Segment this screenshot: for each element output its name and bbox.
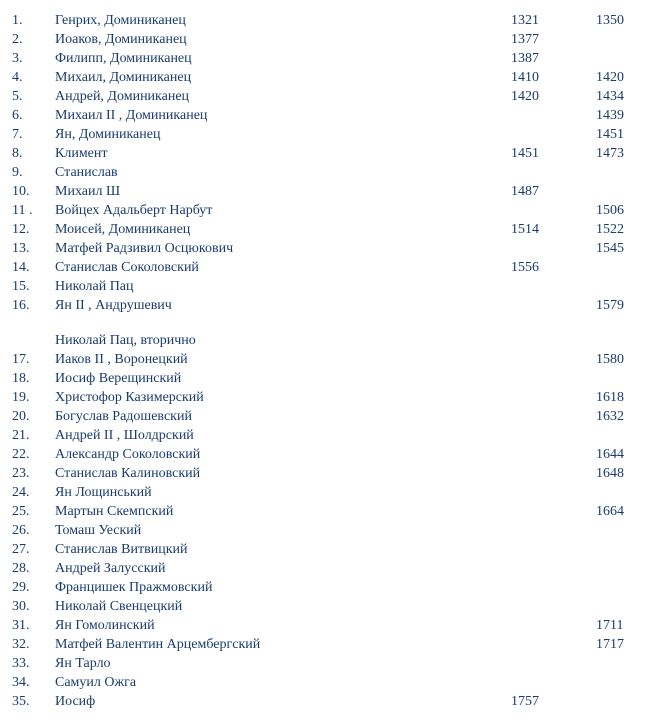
item-name: Иосиф xyxy=(55,694,96,709)
item-name: Матфей Валентин Арцембергский xyxy=(55,637,261,652)
item-year-end: 1580 xyxy=(596,352,624,367)
list-item xyxy=(0,502,658,521)
item-number: 3. xyxy=(12,51,23,66)
item-number: 1. xyxy=(12,13,23,28)
item-year-end: 1664 xyxy=(596,504,624,519)
item-number: 20. xyxy=(12,409,30,424)
item-name: Томаш Уеский xyxy=(55,523,142,538)
item-name: Андрей II , Шолдрский xyxy=(55,428,194,443)
list-item xyxy=(0,163,658,182)
list-item xyxy=(0,521,658,540)
item-year-end: 1434 xyxy=(596,89,624,104)
list-item xyxy=(0,350,658,369)
list-item xyxy=(0,125,658,144)
item-number: 5. xyxy=(12,89,23,104)
item-year-end: 1717 xyxy=(596,637,624,652)
item-number: 11 . xyxy=(12,203,33,218)
item-number: 31. xyxy=(12,618,30,633)
list-item xyxy=(0,673,658,692)
item-number: 10. xyxy=(12,184,30,199)
list-item xyxy=(0,220,658,239)
item-number: 27. xyxy=(12,542,30,557)
list-item xyxy=(0,597,658,616)
item-year-start: 1451 xyxy=(511,146,539,161)
list-item xyxy=(0,30,658,49)
item-name: Станислав xyxy=(55,165,118,180)
item-name: Ян Гомолинский xyxy=(55,618,155,633)
list-item xyxy=(0,331,658,350)
item-name: Мартын Скемпский xyxy=(55,504,174,519)
list-item xyxy=(0,692,658,711)
item-name: Андрей, Доминиканец xyxy=(55,89,190,104)
item-year-start: 1387 xyxy=(511,51,539,66)
list-item xyxy=(0,407,658,426)
item-number: 25. xyxy=(12,504,30,519)
item-number: 6. xyxy=(12,108,23,123)
item-name: Станислав Калиновский xyxy=(55,466,201,481)
list-item xyxy=(0,654,658,673)
item-number: 12. xyxy=(12,222,30,237)
list-item xyxy=(0,369,658,388)
list-item xyxy=(0,426,658,445)
item-name: Иаков II , Воронецкий xyxy=(55,352,188,367)
list-item xyxy=(0,483,658,502)
item-name: Филипп, Доминиканец xyxy=(55,51,192,66)
item-number: 33. xyxy=(12,656,30,671)
list-item xyxy=(0,296,658,315)
item-name: Николай Пац, вторично xyxy=(55,333,196,348)
list-item xyxy=(0,277,658,296)
item-year-start: 1556 xyxy=(511,260,539,275)
item-year-end: 1451 xyxy=(596,127,624,142)
item-year-end: 1632 xyxy=(596,409,624,424)
item-number: 9. xyxy=(12,165,23,180)
list-item xyxy=(0,635,658,654)
item-name: Станислав Витвицкий xyxy=(55,542,188,557)
item-year-start: 1757 xyxy=(511,694,539,709)
item-year-end: 1545 xyxy=(596,241,624,256)
item-year-end: 1473 xyxy=(596,146,624,161)
item-number: 15. xyxy=(12,279,30,294)
item-number: 30. xyxy=(12,599,30,614)
item-name: Христофор Казимерский xyxy=(55,390,204,405)
list-item xyxy=(0,445,658,464)
item-number: 8. xyxy=(12,146,23,161)
item-name: Богуслав Радошевский xyxy=(55,409,192,424)
item-year-start: 1410 xyxy=(511,70,539,85)
item-name: Самуил Ожга xyxy=(55,675,137,690)
item-name: Андрей Залусский xyxy=(55,561,166,576)
item-number: 22. xyxy=(12,447,30,462)
item-name: Иоаков, Доминиканец xyxy=(55,32,187,47)
item-name: Михаил II , Доминиканец xyxy=(55,108,208,123)
list-item xyxy=(0,239,658,258)
item-number: 2. xyxy=(12,32,23,47)
item-number: 21. xyxy=(12,428,30,443)
item-year-start: 1514 xyxy=(511,222,539,237)
list-item xyxy=(0,144,658,163)
list-item xyxy=(0,68,658,87)
list-item xyxy=(0,559,658,578)
item-name: Ян II , Андрушевич xyxy=(55,298,172,313)
item-year-end: 1644 xyxy=(596,447,624,462)
item-name: Ян Тарло xyxy=(55,656,111,671)
item-year-start: 1487 xyxy=(511,184,539,199)
item-year-end: 1420 xyxy=(596,70,624,85)
item-name: Ян, Доминиканец xyxy=(55,127,161,142)
item-name: Михаил Ш xyxy=(55,184,121,199)
item-name: Михаил, Доминиканец xyxy=(55,70,192,85)
list-item xyxy=(0,49,658,68)
item-number: 19. xyxy=(12,390,30,405)
item-year-end: 1506 xyxy=(596,203,624,218)
list-item xyxy=(0,578,658,597)
item-number: 4. xyxy=(12,70,23,85)
item-year-start: 1321 xyxy=(511,13,539,28)
item-number: 35. xyxy=(12,694,30,709)
item-name: Моисей, Доминиканец xyxy=(55,222,191,237)
item-number: 24. xyxy=(12,485,30,500)
list-item xyxy=(0,540,658,559)
item-name: Николай Свенцецкий xyxy=(55,599,183,614)
item-name: Климент xyxy=(55,146,108,161)
item-name: Генрих, Доминиканец xyxy=(55,13,186,28)
item-year-end: 1618 xyxy=(596,390,624,405)
item-number: 13. xyxy=(12,241,30,256)
list-item xyxy=(0,11,658,30)
item-name: Станислав Соколовский xyxy=(55,260,199,275)
item-year-end: 1648 xyxy=(596,466,624,481)
list-item xyxy=(0,258,658,277)
item-number: 17. xyxy=(12,352,30,367)
item-number: 23. xyxy=(12,466,30,481)
item-number: 16. xyxy=(12,298,30,313)
item-year-start: 1377 xyxy=(511,32,539,47)
item-number: 14. xyxy=(12,260,30,275)
item-year-end: 1522 xyxy=(596,222,624,237)
item-name: Александр Соколовский xyxy=(55,447,201,462)
item-name: Войцех Адальберт Нарбут xyxy=(55,203,213,218)
list-item xyxy=(0,388,658,407)
item-number: 34. xyxy=(12,675,30,690)
item-name: Ян Лощинський xyxy=(55,485,152,500)
item-number: 28. xyxy=(12,561,30,576)
item-number: 18. xyxy=(12,371,30,386)
item-name: Иосиф Верещинский xyxy=(55,371,182,386)
list-item xyxy=(0,182,658,201)
item-name: Николай Пац xyxy=(55,279,134,294)
item-name: Матфей Радзивил Осцюкович xyxy=(55,241,234,256)
item-year-end: 1579 xyxy=(596,298,624,313)
item-number: 29. xyxy=(12,580,30,595)
item-number: 32. xyxy=(12,637,30,652)
item-number: 26. xyxy=(12,523,30,538)
list-item xyxy=(0,201,658,220)
item-year-end: 1439 xyxy=(596,108,624,123)
list-item xyxy=(0,87,658,106)
list-item xyxy=(0,616,658,635)
item-year-start: 1420 xyxy=(511,89,539,104)
item-year-end: 1711 xyxy=(596,618,624,633)
item-number: 7. xyxy=(12,127,23,142)
item-name: Францишек Пражмовский xyxy=(55,580,213,595)
list-item xyxy=(0,106,658,125)
item-year-end: 1350 xyxy=(596,13,624,28)
list-item xyxy=(0,464,658,483)
